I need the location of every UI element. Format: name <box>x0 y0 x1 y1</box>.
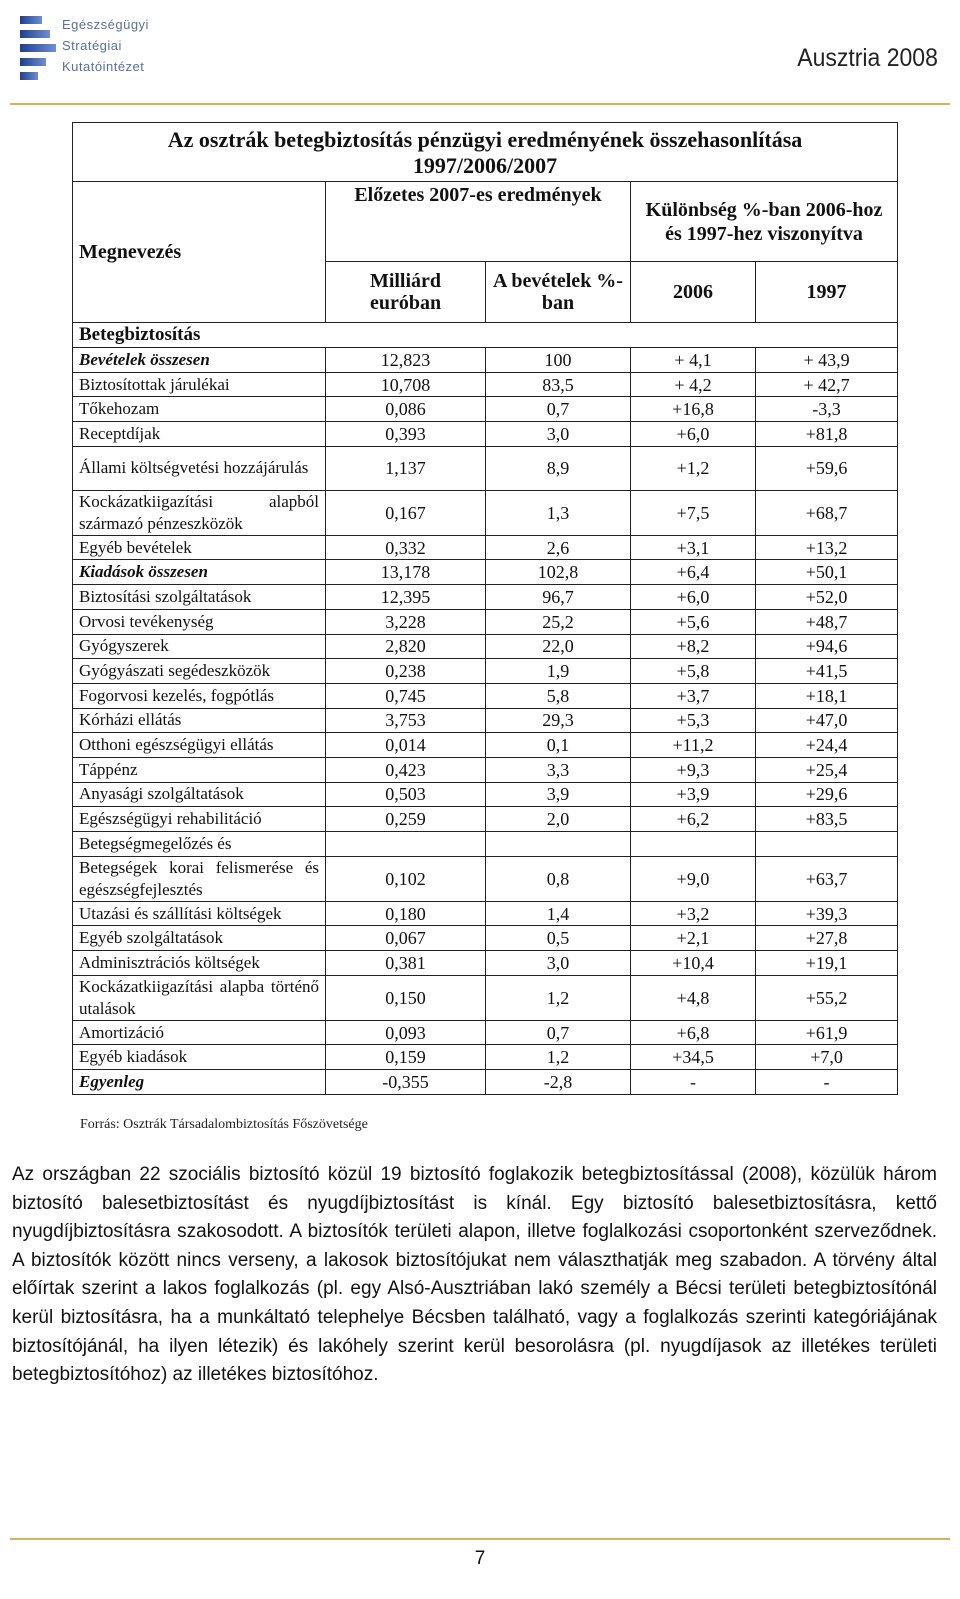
row-label: Biztosítottak járulékai <box>73 372 326 397</box>
row-value-v1: 0,423 <box>326 757 486 782</box>
table-row <box>73 348 898 373</box>
row-value-v3: +6,4 <box>631 560 756 585</box>
row-value-v1: 0,102 <box>326 856 486 901</box>
row-value-v1: 0,067 <box>326 926 486 951</box>
table-row <box>73 975 898 1020</box>
table-row <box>73 659 898 684</box>
row-value-v4: +55,2 <box>756 975 898 1020</box>
row-value-v2: 3,0 <box>486 951 631 976</box>
table-row <box>73 1045 898 1070</box>
row-label: Fogorvosi kezelés, fogpótlás <box>73 683 326 708</box>
table-row <box>73 535 898 560</box>
section-header: Betegbiztosítás <box>73 323 898 348</box>
footer-divider <box>10 1538 950 1540</box>
row-label: Kiadások összesen <box>73 560 326 585</box>
row-value-v4: +47,0 <box>756 708 898 733</box>
row-value-v3: +3,9 <box>631 782 756 807</box>
row-value-v1: 0,167 <box>326 490 486 535</box>
row-value-v4: +13,2 <box>756 535 898 560</box>
row-value-v1: 0,159 <box>326 1045 486 1070</box>
row-value-v3: +6,0 <box>631 585 756 610</box>
row-label: Gyógyászati segédeszközök <box>73 659 326 684</box>
table-row <box>73 1020 898 1045</box>
row-value-v4: +48,7 <box>756 609 898 634</box>
table-row <box>73 634 898 659</box>
row-value-v2: 1,4 <box>486 901 631 926</box>
row-value-v2: 83,5 <box>486 372 631 397</box>
row-value-v2: 0,8 <box>486 856 631 901</box>
row-value-v2: 2,6 <box>486 535 631 560</box>
page-header-title: Ausztria 2008 <box>797 44 938 72</box>
row-value-v1: 0,503 <box>326 782 486 807</box>
row-value-v1: 2,820 <box>326 634 486 659</box>
row-label: Állami költségvetési hozzájárulás <box>73 446 326 490</box>
table-row <box>73 807 898 832</box>
row-value-v4: +50,1 <box>756 560 898 585</box>
row-value-v1: 0,238 <box>326 659 486 684</box>
row-label: Betegségmegelőzés és <box>73 832 326 857</box>
row-value-v2: 3,9 <box>486 782 631 807</box>
row-value-v3: +3,2 <box>631 901 756 926</box>
row-value-v2: 3,0 <box>486 422 631 447</box>
body-paragraph: Az országban 22 szociális biztosító közül 19 biztosító foglakozik betegbiztosítással (2008), közülük három biztosító balesetbiztosítást és nyugdíjbiztosítást is kínál. Egy biztosító balesetbiztosításra, kettő nyugdíjbiztosításra szakosodott. A biztosítók területi alapon, illetve foglalkozási csoportonként szerveződnek. A biztosítók között nincs verseny, a lakosok biztosítójukat nem választhatják meg szabadon. A törvény által előírtak szerint a lakos foglalkozás (pl. egy Alsó-Ausztriában lakó személy a Bécsi területi betegbiztosítónál kerül biztosításra, ha a munkáltató telephelye Bécsben található, vagy a foglalkozás szerinti kategóriájának biztosítójánál, ha ilyen létezik) és lakóhely szerint kerül besorolásra (pl. nyugdíjasok az illetékes területi betegbiztosítóhoz) az illetékes biztosítóhoz. <box>12 1164 937 1386</box>
row-value-v1: 0,014 <box>326 733 486 758</box>
table-row <box>73 782 898 807</box>
row-label: Táppénz <box>73 757 326 782</box>
row-label: Anyasági szolgáltatások <box>73 782 326 807</box>
row-value-v1: 12,823 <box>326 348 486 373</box>
institute-logo <box>20 14 160 84</box>
row-value-v1: 3,753 <box>326 708 486 733</box>
row-value-v2: -2,8 <box>486 1070 631 1095</box>
row-value-v1: -0,355 <box>326 1070 486 1095</box>
row-value-v2: 3,3 <box>486 757 631 782</box>
row-value-v3: +3,7 <box>631 683 756 708</box>
row-value-v2: 1,2 <box>486 1045 631 1070</box>
row-value-v2: 8,9 <box>486 446 631 490</box>
row-label: Utazási és szállítási költségek <box>73 901 326 926</box>
row-value-v4: +41,5 <box>756 659 898 684</box>
row-value-v2: 0,5 <box>486 926 631 951</box>
row-label: Otthoni egészségügyi ellátás <box>73 733 326 758</box>
table-row <box>73 1070 898 1095</box>
column-header-1997: 1997 <box>756 262 898 323</box>
financial-results-table <box>72 122 898 1095</box>
logo-mark-icon <box>20 16 60 80</box>
row-value-v1: 0,332 <box>326 535 486 560</box>
row-value-v4: - <box>756 1070 898 1095</box>
row-value-v2: 0,7 <box>486 397 631 422</box>
row-value-v3: +7,5 <box>631 490 756 535</box>
row-value-v4: +24,4 <box>756 733 898 758</box>
row-value-v4: +59,6 <box>756 446 898 490</box>
row-value-v4: +29,6 <box>756 782 898 807</box>
row-value-v1: 0,086 <box>326 397 486 422</box>
row-value-v1: 0,381 <box>326 951 486 976</box>
table-row <box>73 585 898 610</box>
row-label: Egyenleg <box>73 1070 326 1095</box>
row-value-v4: +7,0 <box>756 1045 898 1070</box>
table-row <box>73 490 898 535</box>
row-value-v4: +27,8 <box>756 926 898 951</box>
logo-text: Egészségügyi Stratégiai Kutatóintézet <box>62 17 149 74</box>
row-label: Gyógyszerek <box>73 634 326 659</box>
row-value-v2: 102,8 <box>486 560 631 585</box>
row-value-v4: +94,6 <box>756 634 898 659</box>
row-value-v3: +2,1 <box>631 926 756 951</box>
page-number: 7 <box>474 1548 486 1569</box>
table-row <box>73 708 898 733</box>
row-value-v3: +5,3 <box>631 708 756 733</box>
row-value-v2: 0,7 <box>486 1020 631 1045</box>
table-row <box>73 372 898 397</box>
row-value-v1: 3,228 <box>326 609 486 634</box>
row-value-v2 <box>486 832 631 857</box>
row-value-v3: +6,0 <box>631 422 756 447</box>
row-value-v3 <box>631 832 756 857</box>
row-value-v1: 13,178 <box>326 560 486 585</box>
row-value-v3: +10,4 <box>631 951 756 976</box>
row-value-v2: 25,2 <box>486 609 631 634</box>
row-value-v3: +9,3 <box>631 757 756 782</box>
row-value-v3: +5,8 <box>631 659 756 684</box>
row-value-v1: 0,180 <box>326 901 486 926</box>
row-value-v2: 5,8 <box>486 683 631 708</box>
row-label: Egyéb bevételek <box>73 535 326 560</box>
row-value-v3: +16,8 <box>631 397 756 422</box>
row-label: Adminisztrációs költségek <box>73 951 326 976</box>
row-value-v2: 1,9 <box>486 659 631 684</box>
row-value-v4: +63,7 <box>756 856 898 901</box>
row-value-v3: + 4,1 <box>631 348 756 373</box>
row-value-v3: +5,6 <box>631 609 756 634</box>
row-value-v2: 96,7 <box>486 585 631 610</box>
table-row <box>73 683 898 708</box>
row-value-v3: +6,2 <box>631 807 756 832</box>
row-value-v2: 22,0 <box>486 634 631 659</box>
row-value-v3: +11,2 <box>631 733 756 758</box>
table-title: Az osztrák betegbiztosítás pénzügyi eredményének összehasonlítása 1997/2006/2007 <box>73 123 898 182</box>
row-value-v1: 0,745 <box>326 683 486 708</box>
row-value-v4: -3,3 <box>756 397 898 422</box>
table-row <box>73 422 898 447</box>
row-label: Kórházi ellátás <box>73 708 326 733</box>
table-row <box>73 832 898 857</box>
row-value-v4: +25,4 <box>756 757 898 782</box>
row-value-v2: 2,0 <box>486 807 631 832</box>
row-value-v3: +6,8 <box>631 1020 756 1045</box>
row-label: Amortizáció <box>73 1020 326 1045</box>
column-header-billion-eur: Milliárd euróban <box>326 262 486 323</box>
row-value-v2: 1,2 <box>486 975 631 1020</box>
financial-table-container <box>72 122 897 1095</box>
row-label: Kockázatkiigazítási alapba történő utalások <box>73 975 326 1020</box>
row-value-v4 <box>756 832 898 857</box>
table-row <box>73 901 898 926</box>
row-label: Kockázatkiigazítási alapból származó pénzeszközök <box>73 490 326 535</box>
row-value-v1: 1,137 <box>326 446 486 490</box>
row-value-v1: 12,395 <box>326 585 486 610</box>
row-value-v3: + 4,2 <box>631 372 756 397</box>
row-value-v3: +9,0 <box>631 856 756 901</box>
table-row <box>73 926 898 951</box>
column-header-2006: 2006 <box>631 262 756 323</box>
row-label: Orvosi tevékenység <box>73 609 326 634</box>
row-value-v4: +81,8 <box>756 422 898 447</box>
row-value-v4: +19,1 <box>756 951 898 976</box>
table-row <box>73 560 898 585</box>
row-label: Egyéb szolgáltatások <box>73 926 326 951</box>
row-value-v1: 0,259 <box>326 807 486 832</box>
column-group-2007: Előzetes 2007-es eredmények <box>326 182 631 262</box>
row-value-v1: 10,708 <box>326 372 486 397</box>
row-value-v3: - <box>631 1070 756 1095</box>
row-value-v2: 0,1 <box>486 733 631 758</box>
row-value-v4: +83,5 <box>756 807 898 832</box>
column-header-name: Megnevezés <box>73 182 326 323</box>
row-value-v3: +34,5 <box>631 1045 756 1070</box>
row-value-v3: +3,1 <box>631 535 756 560</box>
row-value-v4: +68,7 <box>756 490 898 535</box>
row-value-v2: 100 <box>486 348 631 373</box>
header-divider <box>10 103 950 105</box>
table-row <box>73 609 898 634</box>
table-source-note: Forrás: Osztrák Társadalombiztosítás Főszövetsége <box>80 1117 368 1132</box>
table-row <box>73 733 898 758</box>
column-group-difference: Különbség %-ban 2006-hoz és 1997-hez viszonyítva <box>631 182 898 262</box>
row-value-v1: 0,150 <box>326 975 486 1020</box>
row-value-v4: +61,9 <box>756 1020 898 1045</box>
table-row <box>73 397 898 422</box>
table-row <box>73 757 898 782</box>
row-value-v2: 1,3 <box>486 490 631 535</box>
row-value-v4: +52,0 <box>756 585 898 610</box>
row-label: Receptdíjak <box>73 422 326 447</box>
table-row <box>73 951 898 976</box>
row-value-v1 <box>326 832 486 857</box>
row-label: Bevételek összesen <box>73 348 326 373</box>
row-value-v4: + 43,9 <box>756 348 898 373</box>
row-value-v4: + 42,7 <box>756 372 898 397</box>
table-row <box>73 446 898 490</box>
row-value-v3: +1,2 <box>631 446 756 490</box>
row-value-v1: 0,393 <box>326 422 486 447</box>
row-value-v2: 29,3 <box>486 708 631 733</box>
row-value-v3: +8,2 <box>631 634 756 659</box>
row-label: Biztosítási szolgáltatások <box>73 585 326 610</box>
row-label: Egyéb kiadások <box>73 1045 326 1070</box>
row-label: Betegségek korai felismerése és egészségfejlesztés <box>73 856 326 901</box>
column-header-revenue-pct: A bevételek %-ban <box>486 262 631 323</box>
row-value-v4: +39,3 <box>756 901 898 926</box>
row-value-v4: +18,1 <box>756 683 898 708</box>
table-row <box>73 856 898 901</box>
row-value-v3: +4,8 <box>631 975 756 1020</box>
row-label: Egészségügyi rehabilitáció <box>73 807 326 832</box>
row-label: Tőkehozam <box>73 397 326 422</box>
row-value-v1: 0,093 <box>326 1020 486 1045</box>
